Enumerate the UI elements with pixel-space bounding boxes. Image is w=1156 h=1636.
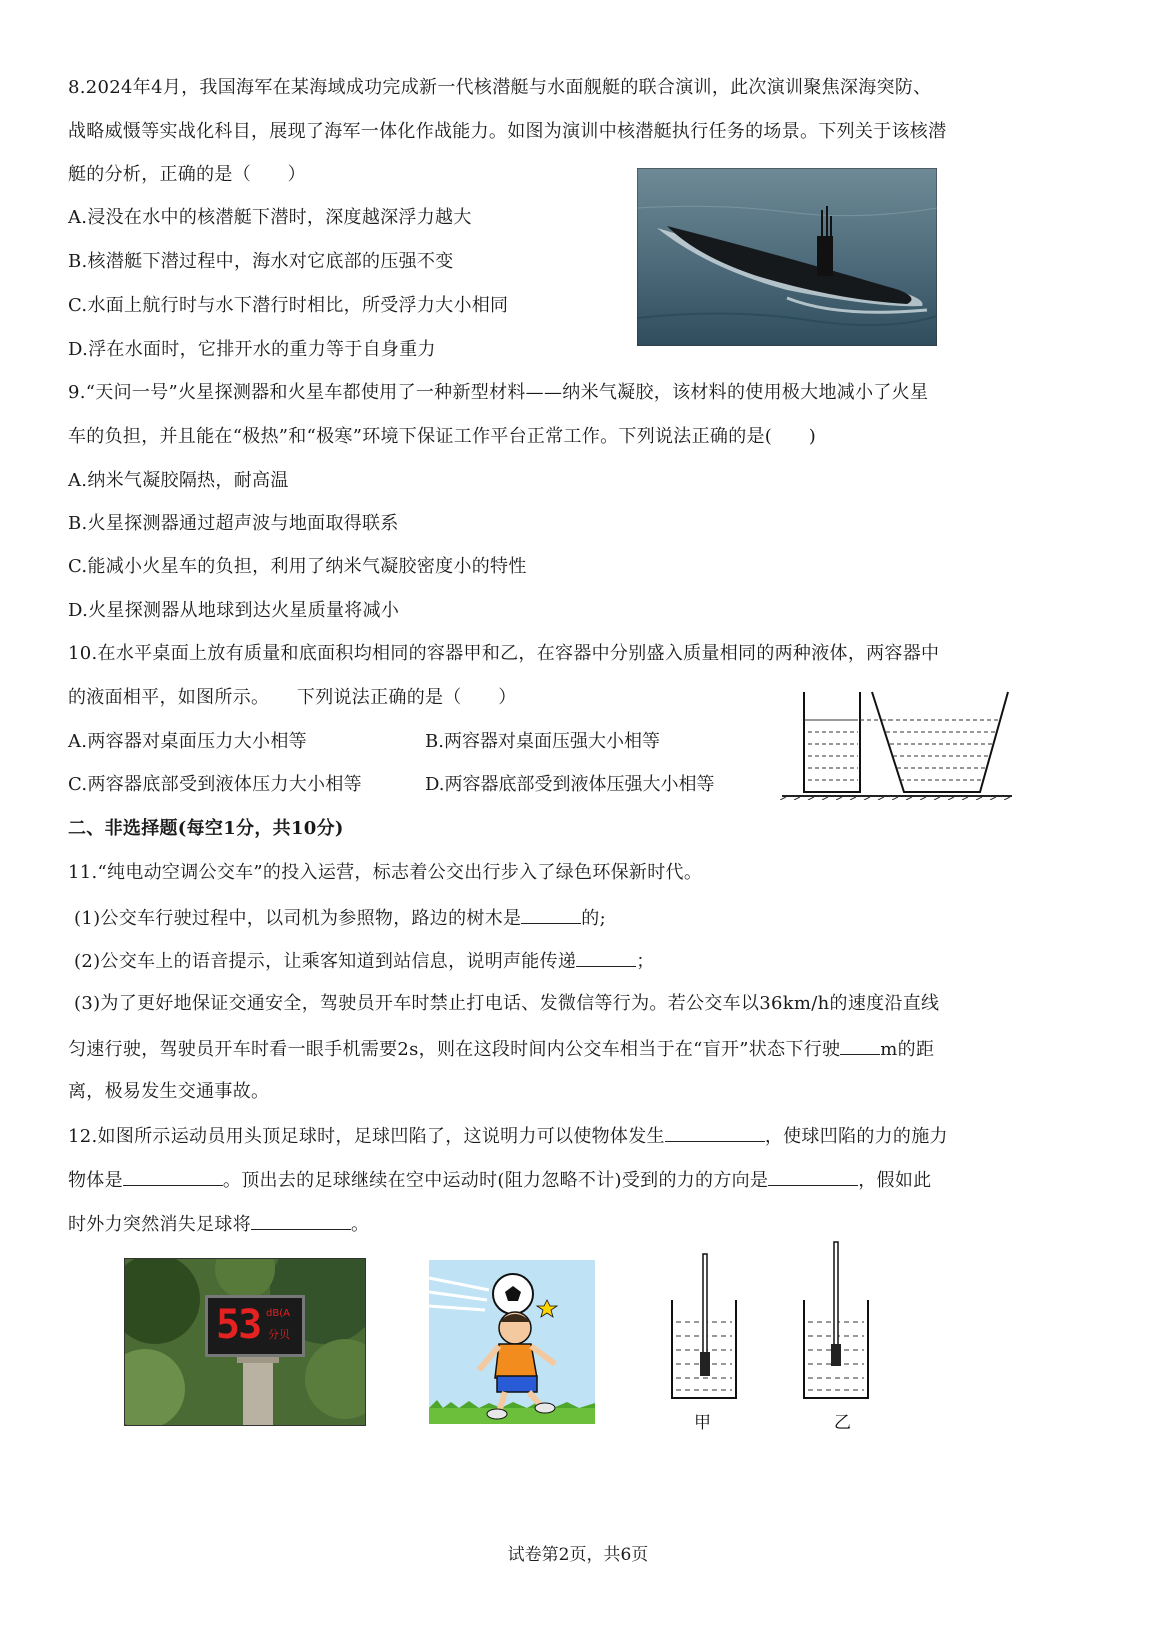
q9-stem-line-2: 车的负担，并且能在“极热”和“极寒”环境下保证工作平台正常工作。下列说法正确的是( ) xyxy=(68,426,817,447)
answer-blank[interactable] xyxy=(251,1211,351,1230)
q10-stem-line-2: 的液面相平，如图所示。 下列说法正确的是（ ） xyxy=(68,687,517,708)
answer-blank[interactable] xyxy=(521,905,581,924)
answer-blank[interactable] xyxy=(768,1167,858,1186)
q12-line-3-tail: 。 xyxy=(351,1214,370,1235)
tube-label-jia: 甲 xyxy=(694,1413,711,1430)
q12-line-2-tail: ，假如此 xyxy=(858,1170,932,1191)
q8-option-c: C.水面上航行时与水下潜行时相比，所受浮力大小相同 xyxy=(68,295,509,316)
q11-part-1-text: (1)公交车行驶过程中，以司机为参照物，路边的树木是 xyxy=(74,908,522,929)
q12-line-1-text: 12.如图所示运动员用头顶足球时，足球凹陷了，这说明力可以使物体发生 xyxy=(68,1126,665,1147)
q8-option-b: B.核潜艇下潜过程中，海水对它底部的压强不变 xyxy=(68,251,454,272)
submarine-photo xyxy=(637,168,937,346)
q12-line-1 xyxy=(68,1123,948,1149)
section-2-heading: 二、非选择题(每空1分，共10分) xyxy=(68,818,344,839)
tube-label-yi: 乙 xyxy=(834,1413,851,1430)
q10-option-a: A.两容器对桌面压力大小相等 xyxy=(68,731,307,752)
q11-part-3-line-1: (3)为了更好地保证交通安全，驾驶员开车时禁止打电话、发微信等行为。若公交车以36km/h的速度沿直线 xyxy=(74,993,940,1014)
noise-meter-photo xyxy=(124,1258,366,1426)
q9-option-b: B.火星探测器通过超声波与地面取得联系 xyxy=(68,513,399,534)
q11-part-2-tail: ； xyxy=(636,951,655,972)
q8-stem-line-3: 艇的分析，正确的是（ ） xyxy=(68,164,306,185)
q11-part-1-tail: 的; xyxy=(581,908,606,929)
q12-line-2-text: 物体是 xyxy=(68,1170,123,1191)
q11-part-3-line-2 xyxy=(68,1036,934,1062)
q9-option-d: D.火星探测器从地球到达火星质量将减小 xyxy=(68,600,400,621)
q10-stem-line-1: 10.在水平桌面上放有质量和底面积均相同的容器甲和乙，在容器中分别盛入质量相同的两种液体，两容器中 xyxy=(68,643,940,664)
q11-part-3-tail: m的距 xyxy=(880,1039,935,1060)
noise-unit-top: dB(A xyxy=(266,1308,290,1319)
q8-stem-line-2: 战略威慑等实战化科目，展现了海军一体化作战能力。如图为演训中核潜艇执行任务的场景。下列关于该核潜 xyxy=(68,121,947,142)
page-footer: 试卷第2页，共6页 xyxy=(507,1545,649,1565)
answer-blank[interactable] xyxy=(576,948,636,967)
noise-value: 53 xyxy=(216,1302,261,1348)
noise-unit-bottom: 分贝 xyxy=(268,1328,290,1341)
q10-option-b: B.两容器对桌面压强大小相等 xyxy=(425,731,660,752)
q11-part-2 xyxy=(74,948,655,974)
q8-stem-line-1: 8.2024年4月，我国海军在某海域成功完成新一代核潜艇与水面舰艇的联合演训，此次演训聚焦深海突防、 xyxy=(68,77,932,98)
q11-part-1 xyxy=(74,905,606,931)
q11-stem: 11.“纯电动空调公交车”的投入运营，标志着公交出行步入了绿色环保新时代。 xyxy=(68,862,703,883)
answer-blank[interactable] xyxy=(123,1167,223,1186)
q11-part-3-text: 匀速行驶，驾驶员开车时看一眼手机需要2s，则在这段时间内公交车相当于在“盲开”状态下行驶 xyxy=(68,1039,841,1060)
q8-option-d: D.浮在水面时，它排开水的重力等于自身重力 xyxy=(68,339,436,360)
q9-option-c: C.能减小火星车的负担，利用了纳米气凝胶密度小的特性 xyxy=(68,556,527,577)
q12-line-3 xyxy=(68,1211,369,1237)
soccer-header-illustration xyxy=(429,1260,595,1424)
density-tubes-diagram xyxy=(668,1240,878,1430)
containers-diagram xyxy=(780,688,1015,800)
answer-blank[interactable] xyxy=(665,1123,765,1142)
q11-part-3-line-3: 离，极易发生交通事故。 xyxy=(68,1081,270,1102)
q10-option-c: C.两容器底部受到液体压力大小相等 xyxy=(68,774,362,795)
q9-option-a: A.纳米气凝胶隔热，耐高温 xyxy=(68,470,289,491)
q12-line-3-text: 时外力突然消失足球将 xyxy=(68,1214,251,1235)
q12-line-1-tail: ，使球凹陷的力的施力 xyxy=(764,1126,948,1147)
answer-blank[interactable] xyxy=(840,1036,880,1055)
noise-display-panel xyxy=(205,1295,305,1357)
q12-line-2 xyxy=(68,1167,931,1193)
q12-line-2-mid: 。顶出去的足球继续在空中运动时(阻力忽略不计)受到的力的方向是 xyxy=(222,1170,769,1191)
q10-option-d: D.两容器底部受到液体压强大小相等 xyxy=(425,774,715,795)
q11-part-2-text: (2)公交车上的语音提示，让乘客知道到站信息，说明声能传递 xyxy=(74,951,577,972)
q9-stem-line-1: 9.“天问一号”火星探测器和火星车都使用了一种新型材料——纳米气凝胶，该材料的使用极大地减小了火星 xyxy=(68,382,929,403)
q8-option-a: A.浸没在水中的核潜艇下潜时，深度越深浮力越大 xyxy=(68,207,472,228)
